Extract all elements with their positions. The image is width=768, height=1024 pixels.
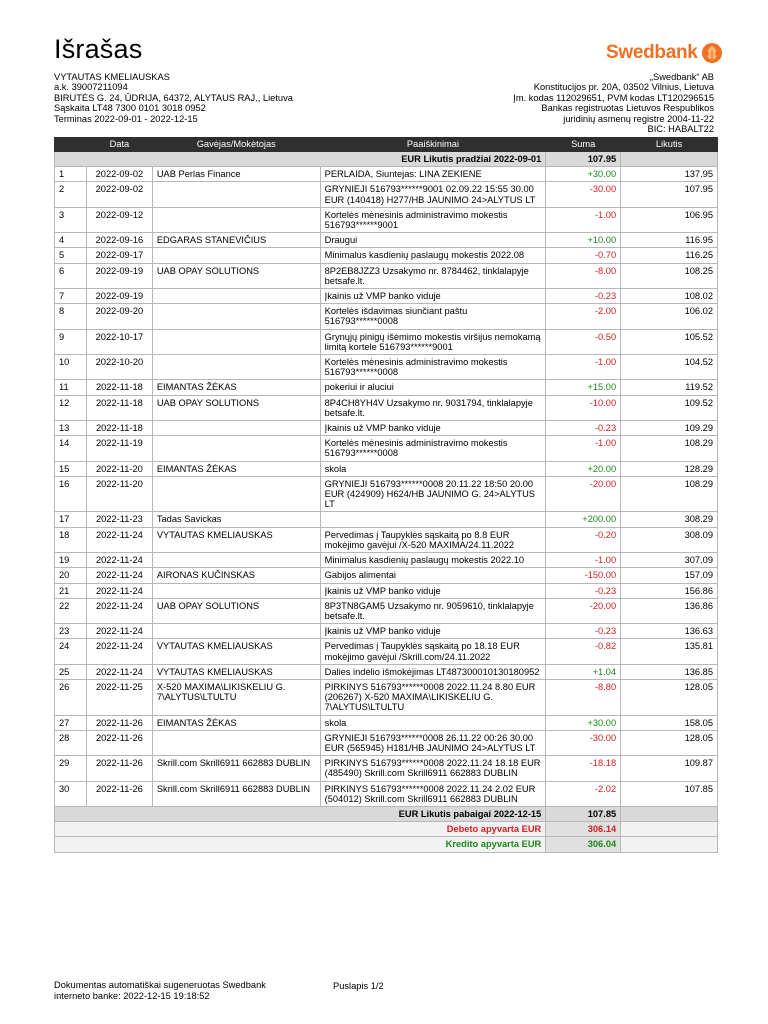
row-number: 3 [55,207,87,232]
closing-balance-amount: 107.85 [546,806,621,821]
row-date: 2022-11-26 [86,730,152,755]
row-amount: -2.00 [546,304,621,329]
row-party: VYTAUTAS KMELIAUSKAS [152,527,320,552]
table-row [55,461,718,476]
row-party [152,553,320,568]
row-number: 7 [55,289,87,304]
row-amount: -0.20 [546,527,621,552]
table-row [55,583,718,598]
row-date: 2022-10-20 [86,355,152,380]
row-description: PIRKINYS 516793******0008 2022.11.24 8.80 EUR (206267) X-520 MAXIMA\LIKISKELIU G. 7\ALYTUS\LTULTU [320,679,546,715]
table-row [55,664,718,679]
row-balance: 135.81 [621,639,718,664]
bank-bic: BIC: HABALT22 [647,124,714,135]
row-amount: -18.18 [546,756,621,781]
footer-line-2: interneto banke: 2022-12-15 19:18:52 [54,991,210,1001]
table-row [55,512,718,527]
header-party: Gavėjas/Mokėtojas [152,138,320,152]
row-amount: -1.00 [546,207,621,232]
row-number: 15 [55,461,87,476]
row-balance: 307.09 [621,553,718,568]
row-amount: -1.00 [546,436,621,461]
row-date: 2022-11-18 [86,395,152,420]
row-party [152,182,320,207]
row-amount: -0.23 [546,289,621,304]
row-description: skola [320,461,546,476]
row-description: GRYNIEJI 516793******0008 20.11.22 18:50 20.00 EUR (424909) H624/HB JAUNIMO G. 24>ALYTUS LT [320,476,546,512]
row-number: 29 [55,756,87,781]
row-party: UAB OPAY SOLUTIONS [152,598,320,623]
row-number: 11 [55,380,87,395]
row-amount: +1.04 [546,664,621,679]
row-date: 2022-11-24 [86,583,152,598]
row-balance: 107.95 [621,182,718,207]
table-row [55,289,718,304]
row-date: 2022-11-26 [86,781,152,806]
row-balance: 156.86 [621,583,718,598]
row-description: Kortelės mėnesinis administravimo mokestis 516793******0008 [320,436,546,461]
table-row [55,355,718,380]
row-amount: -2.02 [546,781,621,806]
header-description: Paaiškinimai [320,138,546,152]
row-date: 2022-11-24 [86,639,152,664]
closing-balance-row [55,806,718,821]
header-date: Data [86,138,152,152]
row-balance: 158.05 [621,715,718,730]
table-row [55,624,718,639]
table-row [55,679,718,715]
row-date: 2022-09-16 [86,233,152,248]
row-number: 9 [55,329,87,354]
client-address: BIRUTĖS G. 24, ŪDRIJA, 64372, ALYTAUS RAJ., Lietuva [54,92,293,103]
row-description: Įkainis už VMP banko viduje [320,624,546,639]
row-number: 20 [55,568,87,583]
row-number: 5 [55,248,87,263]
table-row [55,639,718,664]
row-balance: 128.29 [621,461,718,476]
credit-turnover-row [55,837,718,852]
row-description: Įkainis už VMP banko viduje [320,289,546,304]
row-party [152,304,320,329]
row-number: 1 [55,167,87,182]
row-description [320,512,546,527]
row-date: 2022-11-26 [86,715,152,730]
table-row [55,248,718,263]
row-balance: 108.25 [621,263,718,288]
row-date: 2022-11-24 [86,553,152,568]
row-number: 10 [55,355,87,380]
bank-register-2: juridinių asmenų registre 2004-11-22 [563,113,714,124]
row-party [152,329,320,354]
row-date: 2022-09-19 [86,263,152,288]
debit-turnover-empty [621,822,718,837]
row-description: Kortelės išdavimas siunčiant paštu 516793******0008 [320,304,546,329]
row-balance: 109.29 [621,421,718,436]
row-party: UAB Perlas Finance [152,167,320,182]
client-account: Sąskaita LT48 7300 0101 3018 0952 [54,103,206,114]
table-row [55,436,718,461]
row-amount: -30.00 [546,182,621,207]
row-balance: 136.86 [621,598,718,623]
row-number: 18 [55,527,87,552]
row-balance: 107.85 [621,781,718,806]
row-balance: 108.29 [621,436,718,461]
debit-turnover-label: Debeto apyvarta EUR [55,822,546,837]
row-description: Dalies indėlio išmokėjimas LT487300010130180952 [320,664,546,679]
opening-balance-empty [621,152,718,167]
row-description: Įkainis už VMP banko viduje [320,421,546,436]
row-balance: 128.05 [621,730,718,755]
row-date: 2022-11-24 [86,527,152,552]
header-no [55,138,87,152]
bank-name: „Swedbank“ AB [649,72,714,82]
row-party: Skrill.com Skrill6911 662883 DUBLIN [152,756,320,781]
row-party: X-520 MAXIMA\LIKISKELIU G. 7\ALYTUS\LTULTU [152,679,320,715]
row-party [152,207,320,232]
row-date: 2022-11-23 [86,512,152,527]
table-row [55,421,718,436]
closing-balance-empty [621,806,718,821]
row-number: 23 [55,624,87,639]
table-row [55,730,718,755]
row-balance: 106.95 [621,207,718,232]
row-balance: 119.52 [621,380,718,395]
row-description: pokeriui ir aluciui [320,380,546,395]
row-number: 12 [55,395,87,420]
footer-generated-note [54,980,266,1002]
row-party: VYTAUTAS KMELIAUSKAS [152,639,320,664]
row-description: Minimalus kasdienių paslaugų mokestis 2022.10 [320,553,546,568]
row-date: 2022-10-17 [86,329,152,354]
row-balance: 108.29 [621,476,718,512]
row-date: 2022-11-26 [86,756,152,781]
row-balance: 308.09 [621,527,718,552]
row-date: 2022-11-18 [86,421,152,436]
row-date: 2022-09-19 [86,289,152,304]
table-row [55,598,718,623]
opening-balance-label: EUR Likutis pradžiai 2022-09-01 [55,152,546,167]
row-date: 2022-09-02 [86,167,152,182]
row-description: 8P4CH8YH4V Uzsakymo nr. 9031794, tinklalapyje betsafe.lt. [320,395,546,420]
row-number: 21 [55,583,87,598]
row-date: 2022-11-20 [86,476,152,512]
swedbank-oak-icon [701,42,723,64]
row-number: 17 [55,512,87,527]
client-code: a.k. 39007211094 [54,82,128,93]
row-description: Pervedimas į Taupyklės sąskaitą po 18.18 EUR mokėjimo gavėjui /Skrill.com/24.11.2022 [320,639,546,664]
row-balance: 109.52 [621,395,718,420]
row-description: Kortelės mėnesinis administravimo mokestis 516793******9001 [320,207,546,232]
row-party: Tadas Savickas [152,512,320,527]
row-date: 2022-09-02 [86,182,152,207]
row-description: PERLAIDA, Siuntejas: LINA ZEKIENE [320,167,546,182]
row-number: 27 [55,715,87,730]
row-balance: 108.02 [621,289,718,304]
row-description: Gabijos alimentai [320,568,546,583]
row-balance: 136.63 [621,624,718,639]
row-date: 2022-11-25 [86,679,152,715]
row-number: 8 [55,304,87,329]
row-date: 2022-09-12 [86,207,152,232]
row-balance: 137.95 [621,167,718,182]
table-row [55,304,718,329]
row-description: skola [320,715,546,730]
row-number: 26 [55,679,87,715]
row-balance: 116.95 [621,233,718,248]
row-balance: 105.52 [621,329,718,354]
row-date: 2022-09-20 [86,304,152,329]
row-balance: 109.87 [621,756,718,781]
row-number: 19 [55,553,87,568]
table-row [55,395,718,420]
opening-balance-row [55,152,718,167]
row-party [152,476,320,512]
table-row [55,182,718,207]
row-date: 2022-09-17 [86,248,152,263]
table-row [55,553,718,568]
row-amount: -0.23 [546,583,621,598]
row-date: 2022-11-24 [86,624,152,639]
client-info [54,72,293,124]
row-description: PIRKINYS 516793******0008 2022.11.24 2.02 EUR (504012) Skrill.com Skrill6911 662883 DUBLIN [320,781,546,806]
page-number: Puslapis 1/2 [333,981,384,991]
row-amount: +200.00 [546,512,621,527]
row-amount: -20.00 [546,598,621,623]
row-description: PIRKINYS 516793******0008 2022.11.24 18.18 EUR (485490) Skrill.com Skrill6911 662883 DUBLIN [320,756,546,781]
statement-table [54,137,718,853]
opening-balance-amount: 107.95 [546,152,621,167]
row-party [152,248,320,263]
debit-turnover-amount: 306.14 [546,822,621,837]
row-date: 2022-11-24 [86,598,152,623]
row-amount: +10.00 [546,233,621,248]
bank-codes: Įm. kodas 112029651, PVM kodas LT120296515 [513,92,714,103]
row-amount: -0.23 [546,624,621,639]
table-row [55,715,718,730]
row-balance: 128.05 [621,679,718,715]
table-row [55,380,718,395]
row-party [152,421,320,436]
row-number: 24 [55,639,87,664]
row-number: 30 [55,781,87,806]
table-row [55,329,718,354]
table-row [55,756,718,781]
row-number: 14 [55,436,87,461]
row-number: 25 [55,664,87,679]
table-body [55,152,718,807]
row-amount: -8.00 [546,263,621,288]
table-row [55,233,718,248]
row-description: Pervedimas į Taupyklės sąskaitą po 8.8 EUR mokėjimo gavėjui /X-520 MAXIMA/24.11.2022 [320,527,546,552]
header-balance: Likutis [621,138,718,152]
row-description: Grynųjų pinigų išėmimo mokestis viršijus nemokamą limitą kortele 516793******9001 [320,329,546,354]
footer-line-1: Dokumentas automatiškai sugeneruotas Swedbank [54,980,266,990]
row-party: UAB OPAY SOLUTIONS [152,263,320,288]
row-party: Skrill.com Skrill6911 662883 DUBLIN [152,781,320,806]
row-balance: 157.09 [621,568,718,583]
row-balance: 308.29 [621,512,718,527]
debit-turnover-row [55,822,718,837]
row-amount: -1.00 [546,553,621,568]
bank-info [513,72,714,134]
row-amount: -30.00 [546,730,621,755]
row-date: 2022-11-19 [86,436,152,461]
row-balance: 116.25 [621,248,718,263]
table-row [55,263,718,288]
table-row [55,527,718,552]
row-description: Įkainis už VMP banko viduje [320,583,546,598]
row-party [152,583,320,598]
credit-turnover-empty [621,837,718,852]
row-amount: +30.00 [546,715,621,730]
row-description: GRYNIEJI 516793******0008 26.11.22 00:26 30.00 EUR (565945) H181/HB JAUNIMO 24>ALYTUS LT [320,730,546,755]
row-party: AIRONAS KUČINSKAS [152,568,320,583]
row-amount: -20.00 [546,476,621,512]
credit-turnover-amount: 306.04 [546,837,621,852]
table-row [55,207,718,232]
row-amount: -0.70 [546,248,621,263]
row-party [152,289,320,304]
swedbank-logo [606,42,723,64]
row-amount: -150.00 [546,568,621,583]
row-number: 6 [55,263,87,288]
row-description: Minimalus kasdienių paslaugų mokestis 2022.08 [320,248,546,263]
row-amount: -0.50 [546,329,621,354]
row-number: 22 [55,598,87,623]
credit-turnover-label: Kredito apyvarta EUR [55,837,546,852]
row-party [152,624,320,639]
bank-address: Konstitucijos pr. 20A, 03502 Vilnius, Lietuva [533,82,714,93]
page-title: Išrašas [54,34,143,64]
row-date: 2022-11-18 [86,380,152,395]
table-row [55,167,718,182]
row-description: Kortelės mėnesinis administravimo mokestis 516793******0008 [320,355,546,380]
row-party: EIMANTAS ŽĖKAS [152,715,320,730]
table-row [55,476,718,512]
row-balance: 104.52 [621,355,718,380]
row-number: 13 [55,421,87,436]
table-row [55,781,718,806]
table-row [55,568,718,583]
row-description: GRYNIEJI 516793******9001 02.09.22 15:55 30.00 EUR (140418) H277/HB JAUNIMO 24>ALYTUS LT [320,182,546,207]
row-amount: -0.23 [546,421,621,436]
bank-register-1: Bankas registruotas Lietuvos Respublikos [541,103,714,114]
row-description: 8P2EB8JZZ3 Uzsakymo nr. 8784462, tinklalapyje betsafe.lt. [320,263,546,288]
row-date: 2022-11-24 [86,664,152,679]
row-number: 28 [55,730,87,755]
row-amount: +15.00 [546,380,621,395]
row-party: EDGARAS STANEVIČIUS [152,233,320,248]
logo-text: Swedbank [606,42,698,63]
row-balance: 136.85 [621,664,718,679]
row-balance: 106.02 [621,304,718,329]
row-party: EIMANTAS ŽĖKAS [152,461,320,476]
row-party: VYTAUTAS KMELIAUSKAS [152,664,320,679]
row-date: 2022-11-20 [86,461,152,476]
header-amount: Suma [546,138,621,152]
row-party: UAB OPAY SOLUTIONS [152,395,320,420]
row-amount: -0.82 [546,639,621,664]
row-description: 8P3TN8GAM5 Uzsakymo nr. 9059610, tinklalapyje betsafe.lt. [320,598,546,623]
row-number: 2 [55,182,87,207]
table-header-row [55,138,718,152]
row-number: 4 [55,233,87,248]
row-amount: -8.80 [546,679,621,715]
row-party [152,355,320,380]
row-date: 2022-11-24 [86,568,152,583]
row-amount: -1.00 [546,355,621,380]
row-description: Draugui [320,233,546,248]
row-party [152,730,320,755]
row-party: EIMANTAS ŽĖKAS [152,380,320,395]
closing-balance-label: EUR Likutis pabaigai 2022-12-15 [55,806,546,821]
row-amount: +20.00 [546,461,621,476]
row-number: 16 [55,476,87,512]
statement-period: Terminas 2022-09-01 - 2022-12-15 [54,113,198,124]
row-amount: -10.00 [546,395,621,420]
row-party [152,436,320,461]
client-name: VYTAUTAS KMELIAUSKAS [54,72,170,82]
row-amount: +30.00 [546,167,621,182]
